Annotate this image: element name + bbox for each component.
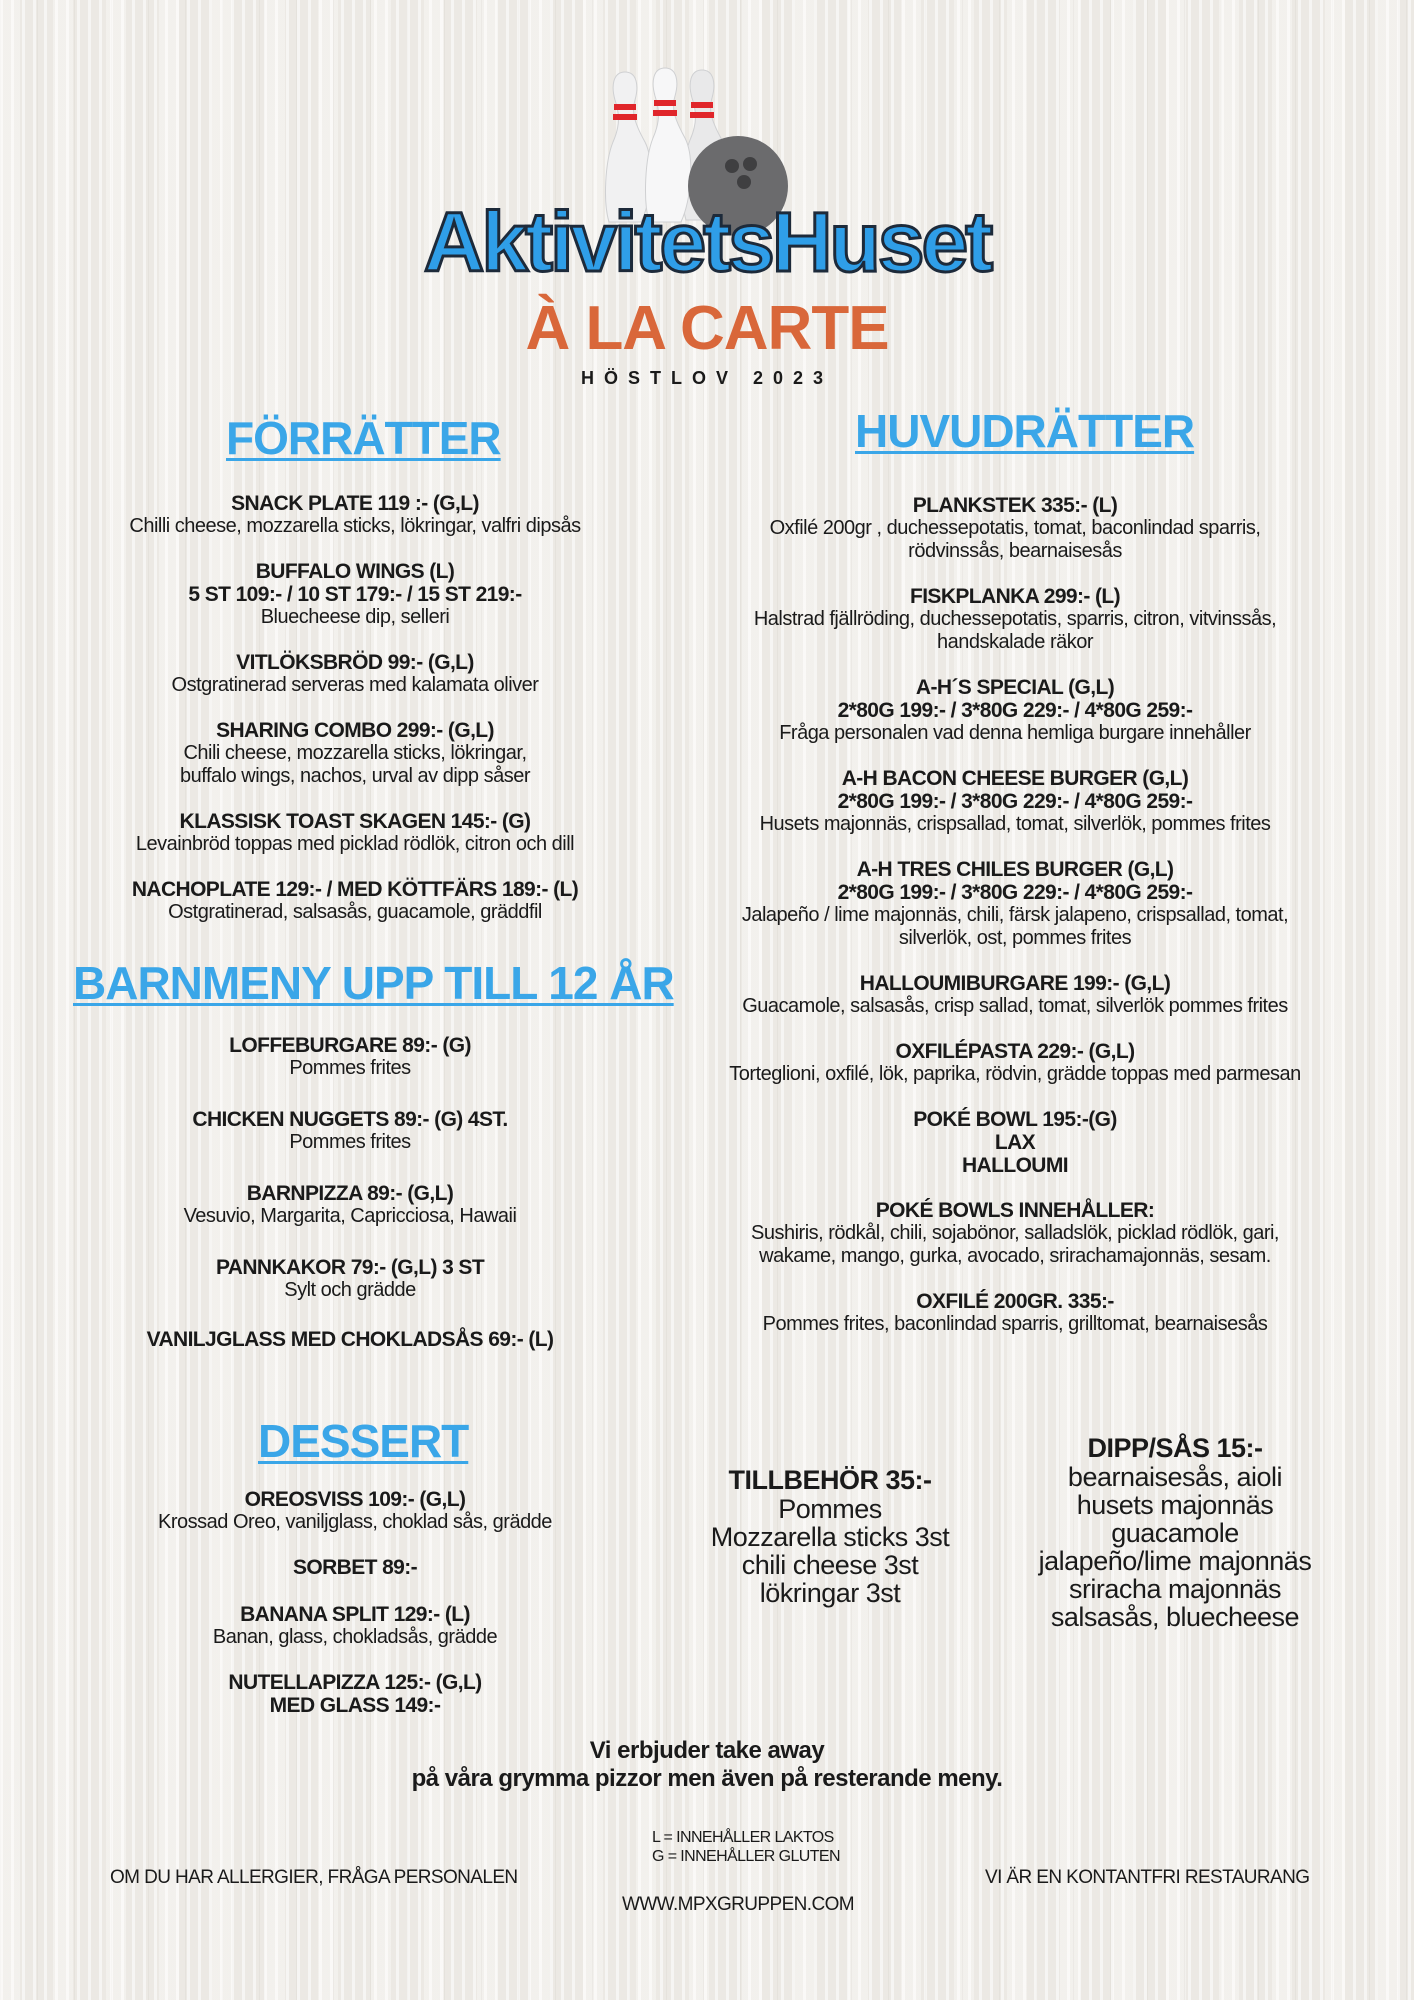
menu-item-description: Vesuvio, Margarita, Capricciosa, Hawaii xyxy=(183,1205,517,1227)
menu-item-description: Ostgratinerad, salsasås, guacamole, gräddfil xyxy=(168,901,542,923)
menu-item xyxy=(690,585,1340,654)
forratter-list xyxy=(60,492,650,924)
menu-item-description: Banan, glass, chokladsås, grädde xyxy=(212,1626,498,1648)
menu-item-name: A-H BACON CHEESE BURGER (G,L) 2*80G 199:- / 3*80G 229:- / 4*80G 259:- xyxy=(837,767,1193,813)
section-title-dessert: DESSERT xyxy=(258,1415,469,1467)
section-title-forratter: FÖRRÄTTER xyxy=(226,412,501,464)
menu-item xyxy=(690,858,1340,950)
menu-item-name: BANANA SPLIT 129:- (L) xyxy=(240,1603,470,1626)
takeaway-note xyxy=(0,1737,1414,1793)
menu-item-name: LOFFEBURGARE 89:- (G) xyxy=(229,1034,471,1057)
menu-item xyxy=(60,1034,640,1080)
menu-item xyxy=(60,1182,640,1228)
menu-item-name: NACHOPLATE 129:- / MED KÖTTFÄRS 189:- (L) xyxy=(131,878,579,901)
menu-item xyxy=(60,492,650,538)
section-title-huvudratter: HUVUDRÄTTER xyxy=(855,405,1195,457)
menu-item-name: OXFILÉPASTA 229:- (G,L) xyxy=(895,1040,1135,1063)
menu-item-description: Fråga personalen vad denna hemliga burgare innehåller xyxy=(779,722,1251,744)
menu-item xyxy=(690,972,1340,1018)
menu-item xyxy=(690,1040,1340,1086)
dessert-list xyxy=(60,1488,650,1717)
menu-item xyxy=(690,1290,1340,1336)
allergy-note: OM DU HAR ALLERGIER, FRÅGA PERSONALEN xyxy=(110,1867,518,1888)
menu-title: À LA CARTE xyxy=(525,294,889,363)
menu-item-name: FISKPLANKA 299:- (L) xyxy=(909,585,1121,608)
menu-item-description: Torteglioni, oxfilé, lök, paprika, rödvin, grädde toppas med parmesan xyxy=(729,1063,1301,1085)
menu-item-name: POKÉ BOWLS INNEHÅLLER: xyxy=(875,1199,1155,1222)
menu-item-description: Pommes frites xyxy=(289,1131,411,1153)
menu-item xyxy=(690,676,1340,745)
menu-item xyxy=(690,1199,1340,1268)
menu-item-name: CHICKEN NUGGETS 89:- (G) 4ST. xyxy=(192,1108,508,1131)
menu-item-description: Sushiris, rödkål, chili, sojabönor, salladslök, picklad rödlök, gari, wakame, mango, gurka, avocado, srirachamajonnäs, sesam. xyxy=(751,1222,1279,1267)
dipp-item: sriracha majonnäs xyxy=(1068,1574,1282,1604)
tillbehor-item: chili cheese 3st xyxy=(741,1550,919,1580)
dipp-item: bearnaisesås, aioli xyxy=(1067,1462,1283,1492)
menu-item-name: POKÉ BOWL 195:-(G) LAX HALLOUMI xyxy=(913,1108,1117,1177)
menu-item-name: A-H TRES CHILES BURGER (G,L) 2*80G 199:- / 3*80G 229:- / 4*80G 259:- xyxy=(837,858,1193,904)
allergen-legend xyxy=(652,1828,840,1866)
menu-item-name: NUTELLAPIZZA 125:- (G,L) MED GLASS 149:- xyxy=(228,1671,482,1717)
website-link[interactable]: WWW.MPXGRUPPEN.COM xyxy=(622,1894,854,1915)
takeaway-line-1: Vi erbjuder take away xyxy=(589,1737,825,1764)
menu-item-name: SORBET 89:- xyxy=(292,1556,418,1579)
menu-item-name: SHARING COMBO 299:- (G,L) xyxy=(216,719,494,742)
brand-logo-text: AktivitetsHuset xyxy=(423,195,991,289)
menu-item-name: HALLOUMIBURGARE 199:- (G,L) xyxy=(859,972,1171,995)
menu-item xyxy=(690,494,1340,563)
menu-item xyxy=(60,560,650,629)
dipp-item: jalapeño/lime majonnäs xyxy=(1038,1546,1312,1576)
menu-item xyxy=(60,651,650,697)
menu-item-description: Guacamole, salsasås, crisp sallad, tomat, silverlök pommes frites xyxy=(742,995,1288,1017)
dipp-title: DIPP/SÅS 15:- xyxy=(1087,1433,1263,1463)
barnmeny-list xyxy=(60,1034,640,1351)
menu-item xyxy=(690,1108,1340,1177)
menu-item xyxy=(60,1256,640,1302)
menu-item-description: Halstrad fjällröding, duchessepotatis, sparris, citron, vitvinssås, handskalade räkor xyxy=(753,608,1277,653)
menu-item-description: Bluecheese dip, selleri xyxy=(260,606,450,628)
menu-item-description: Oxfilé 200gr , duchessepotatis, tomat, baconlindad sparris, rödvinssås, bearnaisesås xyxy=(769,517,1261,562)
menu-item-name: KLASSISK TOAST SKAGEN 145:- (G) xyxy=(179,810,531,833)
menu-item xyxy=(60,1328,640,1351)
menu-item xyxy=(60,1488,650,1534)
menu-item xyxy=(60,878,650,924)
cashless-note: VI ÄR EN KONTANTFRI RESTAURANG xyxy=(985,1867,1310,1888)
tillbehor-item: lökringar 3st xyxy=(759,1578,901,1608)
menu-item-description: Levainbröd toppas med picklad rödlök, citron och dill xyxy=(135,833,575,855)
menu-item-name: BUFFALO WINGS (L) 5 ST 109:- / 10 ST 179:- / 15 ST 219:- xyxy=(188,560,522,606)
tillbehor-item: Mozzarella sticks 3st xyxy=(710,1522,950,1552)
dipp-item: salsasås, bluecheese xyxy=(1050,1602,1300,1632)
menu-item-description: Sylt och grädde xyxy=(284,1279,416,1301)
huvudratter-list xyxy=(690,494,1340,1336)
menu-item-description: Pommes frites xyxy=(289,1057,411,1079)
menu-item-name: VANILJGLASS MED CHOKLADSÅS 69:- (L) xyxy=(146,1328,554,1351)
menu-item-description: Krossad Oreo, vaniljglass, choklad sås, grädde xyxy=(158,1511,552,1533)
menu-item-name: OREOSVISS 109:- (G,L) xyxy=(244,1488,466,1511)
takeaway-line-2: på våra grymma pizzor men även på resterande meny. xyxy=(411,1765,1003,1792)
menu-item xyxy=(690,767,1340,836)
menu-item xyxy=(60,1671,650,1717)
season-subtitle: HÖSTLOV 2023 xyxy=(580,368,834,388)
menu-item xyxy=(60,1603,650,1649)
menu-item-description: Jalapeño / lime majonnäs, chili, färsk jalapeno, crispsallad, tomat, silverlök, ost, pommes frites xyxy=(741,904,1289,949)
menu-item xyxy=(60,719,650,788)
dipp-item: husets majonnäs xyxy=(1076,1490,1274,1520)
menu-item xyxy=(60,1108,640,1154)
tillbehor-item: Pommes xyxy=(778,1494,882,1524)
menu-item-name: OXFILÉ 200GR. 335:- xyxy=(916,1290,1114,1313)
legend-gluten: G = INNEHÅLLER GLUTEN xyxy=(652,1848,840,1865)
menu-item-description: Chili cheese, mozzarella sticks, lökringar, buffalo wings, nachos, urval av dipp såser xyxy=(180,742,530,787)
menu-item-name: PLANKSTEK 335:- (L) xyxy=(912,494,1118,517)
dipp-box xyxy=(1010,1433,1340,1631)
legend-lactose: L = INNEHÅLLER LAKTOS xyxy=(652,1829,834,1846)
menu-item-name: VITLÖKSBRÖD 99:- (G,L) xyxy=(236,651,474,674)
menu-item-name: SNACK PLATE 119 :- (G,L) xyxy=(231,492,479,515)
menu-item-description: Ostgratinerad serveras med kalamata oliver xyxy=(171,674,539,696)
tillbehor-title: TILLBEHÖR 35:- xyxy=(728,1465,932,1495)
menu-item-name: BARNPIZZA 89:- (G,L) xyxy=(246,1182,454,1205)
menu-item-name: A-H´S SPECIAL (G,L) 2*80G 199:- / 3*80G 229:- / 4*80G 259:- xyxy=(837,676,1193,722)
menu-item-description: Pommes frites, baconlindad sparris, grilltomat, bearnaisesås xyxy=(762,1313,1268,1335)
tillbehor-box xyxy=(680,1465,980,1607)
menu-item-name: PANNKAKOR 79:- (G,L) 3 ST xyxy=(215,1256,485,1279)
section-title-barnmeny: BARNMENY UPP TILL 12 ÅR xyxy=(73,957,674,1009)
menu-item xyxy=(60,1556,650,1579)
dipp-item: guacamole xyxy=(1111,1518,1239,1548)
menu-item-description: Chilli cheese, mozzarella sticks, lökringar, valfri dipsås xyxy=(129,515,581,537)
menu-item xyxy=(60,810,650,856)
menu-item-description: Husets majonnäs, crispsallad, tomat, silverlök, pommes frites xyxy=(759,813,1271,835)
